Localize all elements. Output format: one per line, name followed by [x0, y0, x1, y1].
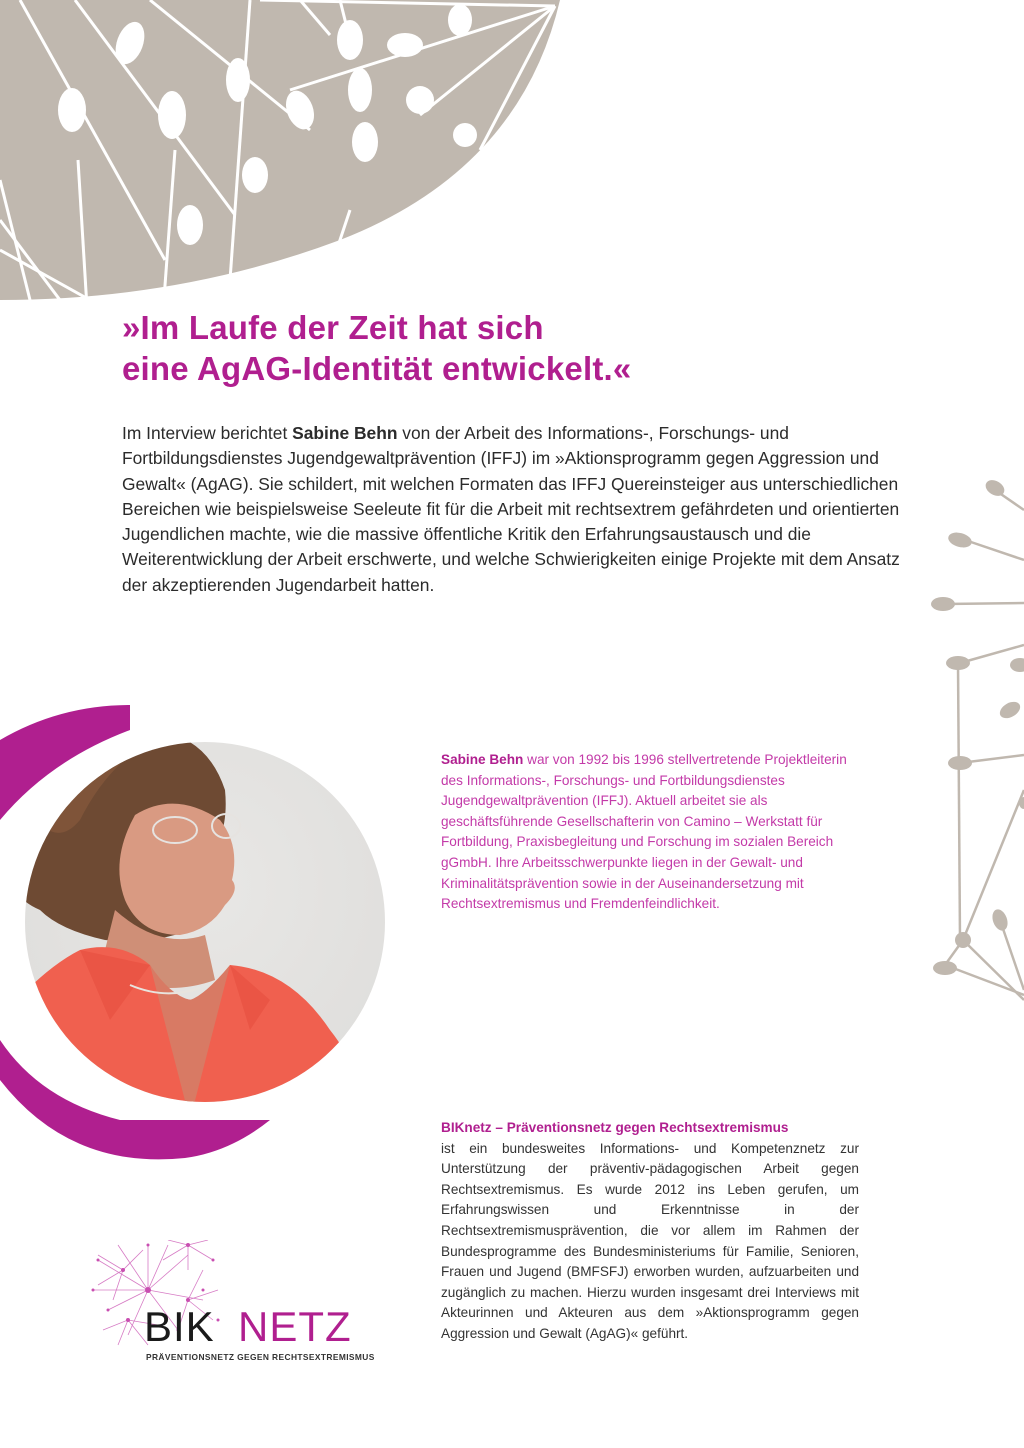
logo-tagline: PRÄVENTIONSNETZ GEGEN RECHTSEXTREMISMUS: [146, 1352, 375, 1362]
logo-text-bik: BIK: [144, 1303, 215, 1350]
intro-text: von der Arbeit des Informations-, Forschungs- und Fortbildungsdienstes Jugendgewaltprävention (IFFJ) im »Aktionsprogramm gegen Aggression und Gewalt« (AgAG). Sie schildert, mit welchen Formaten das IFFJ Quereinsteiger aus unterschiedlichen Bereichen wie beispielsweise Seeleute fit für die Arbeit mit rechtsextrem gefährdeten und orientierten Jugendlichen machte, wie die massive öffentliche Kritik den Erfahrungsaustausch und die Weiterentwicklung der Arbeit erschwerte, und welche Schwierigkeiten einige Projekte mit dem Ansatz der akzeptierenden Jugendarbeit hatten.: [122, 423, 900, 595]
logo-text-netz: NETZ: [238, 1303, 352, 1350]
intro-person-name: Sabine Behn: [292, 423, 398, 443]
bio-person-name: Sabine Behn: [441, 752, 524, 767]
decorative-network-graphic-top: [0, 0, 580, 300]
about-title: BIKnetz – Präventionsnetz gegen Rechtsextremismus: [441, 1120, 789, 1135]
portrait-photo: [0, 700, 420, 1170]
biknetz-logo: [88, 1240, 418, 1370]
about-biknetz-paragraph: [441, 1118, 859, 1345]
page-headline: [122, 307, 882, 389]
headline-line-1: »Im Laufe der Zeit hat sich: [122, 309, 544, 346]
intro-paragraph: [122, 421, 912, 598]
bio-text: war von 1992 bis 1996 stellvertretende Projektleiterin des Informations-, Forschungs- und Fortbildungsdienstes Jugendgewaltprävention (IFFJ). Aktuell arbeitet sie als geschäftsführende Gesellschafterin von Camino – Werkstatt für Fortbildung, Praxisbegleitung und Forschung im sozialen Bereich gGmbH. Ihre Arbeitsschwerpunkte liegen in der Gewalt- und Kriminalitätsprävention sowie in der Auseinandersetzung mit Rechtsextremismus und Fremdenfeindlichkeit.: [441, 752, 847, 912]
decorative-network-graphic-right: [900, 470, 1024, 1100]
intro-prefix: Im Interview berichtet: [122, 423, 293, 443]
about-text: ist ein bundesweites Informations- und Kompetenznetz zur Unterstützung der präventiv-pädagogischen Arbeit gegen Rechtsextremismus. Es wurde 2012 ins Leben gerufen, um Erfahrungswissen und Erkenntnisse in der Rechtsextremismusprävention, die vor allem im Rahmen der Bundesprogramme des Bundesministeriums für Familie, Senioren, Frauen und Jugend (BMFSFJ) erworben wurden, aufzuarbeiten und zugänglich zu machen. Hierzu wurden insgesamt drei Interviews mit Akteurinnen und Akteuren aus dem »Aktionsprogramm gegen Aggression und Gewalt (AgAG)« geführt.: [441, 1140, 859, 1341]
bio-paragraph: [441, 750, 861, 915]
headline-line-2: eine AgAG-Identität entwickelt.«: [122, 350, 632, 387]
